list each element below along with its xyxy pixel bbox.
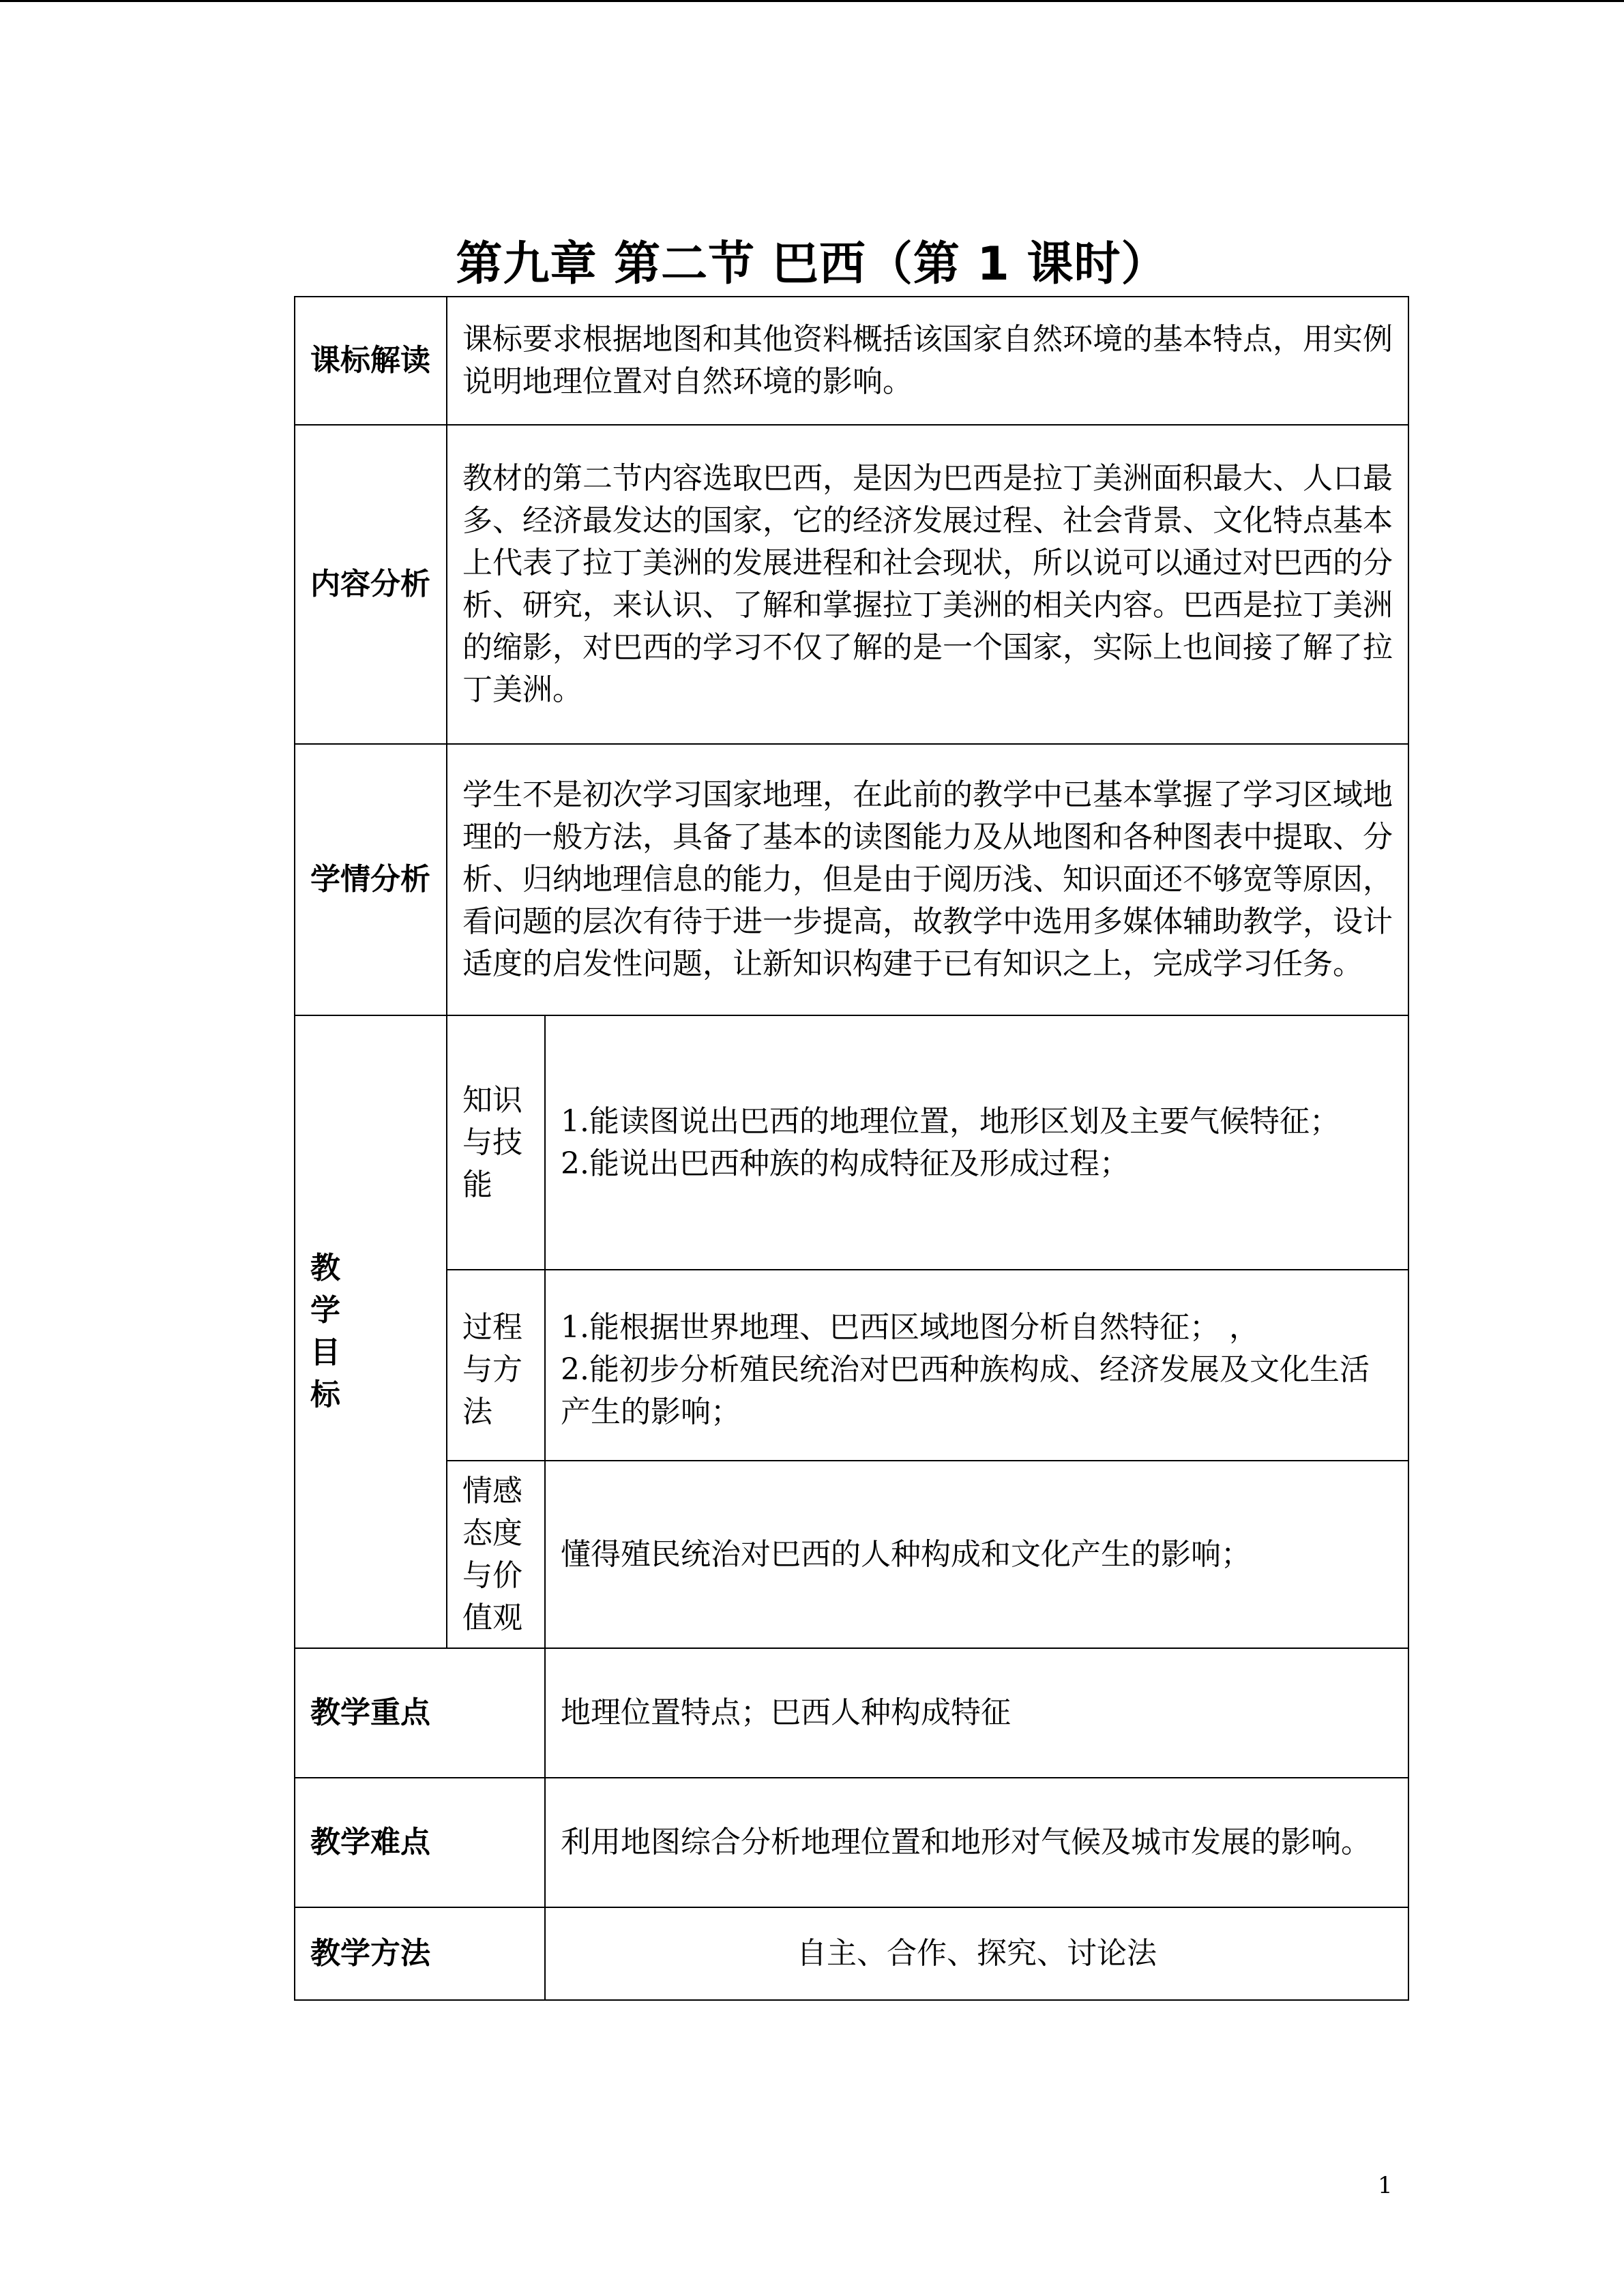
- page-number: 1: [1378, 2172, 1393, 2199]
- zhishi-line-2: 2.能说出巴西种族的构成特征及形成过程；: [561, 1146, 1130, 1181]
- row-label-nandian: 教学难点: [295, 1778, 545, 1907]
- table-row: [295, 1015, 1408, 1270]
- table-row: [295, 1907, 1408, 2000]
- sub-content-zhishi: [545, 1015, 1408, 1270]
- lesson-plan-table: [294, 296, 1409, 2001]
- row-content-xueqing: 学生不是初次学习国家地理，在此前的教学中已基本掌握了学习区域地理的一般方法，具备了基本的读图能力及从地图和各种图表中提取、分析、归纳地理信息的能力，但是由于阅历浅、知识面还不够宽等原因，看问题的层次有待于进一步提高，故教学中选用多媒体辅助教学，设计适度的启发性问题，让新知识构建于已有知识之上，完成学习任务。: [447, 744, 1408, 1015]
- sub-label-qinggan: 情感态度与价值观: [447, 1461, 545, 1648]
- top-border-line: [0, 0, 1624, 2]
- sub-content-guocheng: [545, 1270, 1408, 1461]
- table-row: [295, 1648, 1408, 1778]
- sub-label-zhishi: 知识与技能: [447, 1015, 545, 1270]
- guocheng-line-1: 1.能根据世界地理、巴西区域地图分析自然特征； ，: [561, 1310, 1259, 1345]
- table-row: [295, 1270, 1408, 1461]
- sub-label-guocheng: 过程与方法: [447, 1270, 545, 1461]
- page-title: 第九章 第二节 巴西（第 1 课时）: [456, 237, 1168, 291]
- row-content-kebiao: 课标要求根据地图和其他资料概括该国家自然环境的基本特点，用实例说明地理位置对自然环境的影响。: [447, 297, 1408, 425]
- row-label-zhongdian: 教学重点: [295, 1648, 545, 1778]
- row-label-fangfa: 教学方法: [295, 1907, 545, 2000]
- table-row: [295, 1778, 1408, 1907]
- table-row: [295, 425, 1408, 744]
- table-row: [295, 1461, 1408, 1648]
- row-label-xueqing: 学情分析: [295, 744, 447, 1015]
- row-content-nandian: 利用地图综合分析地理位置和地形对气候及城市发展的影响。: [545, 1778, 1408, 1907]
- zhishi-line-1: 1.能读图说出巴西的地理位置，地形区划及主要气候特征；: [561, 1103, 1340, 1139]
- row-content-zhongdian: 地理位置特点；巴西人种构成特征: [545, 1648, 1408, 1778]
- row-label-mubiao: 教学目标: [295, 1015, 447, 1648]
- row-label-kebiao: 课标解读: [295, 297, 447, 425]
- guocheng-line-2: 2.能初步分析殖民统治对巴西种族构成、经济发展及文化生活产生的影响；: [561, 1352, 1370, 1429]
- row-label-neirong: 内容分析: [295, 425, 447, 744]
- table-row: [295, 744, 1408, 1015]
- table-row: [295, 297, 1408, 425]
- row-content-neirong: 教材的第二节内容选取巴西，是因为巴西是拉丁美洲面积最大、人口最多、经济最发达的国家，它的经济发展过程、社会背景、文化特点基本上代表了拉丁美洲的发展进程和社会现状，所以说可以通过对巴西的分析、研究，来认识、了解和掌握拉丁美洲的相关内容。巴西是拉丁美洲的缩影，对巴西的学习不仅了解的是一个国家，实际上也间接了解了拉丁美洲。: [447, 425, 1408, 744]
- row-content-fangfa: 自主、合作、探究、讨论法: [545, 1907, 1408, 2000]
- sub-content-qinggan: 懂得殖民统治对巴西的人种构成和文化产生的影响；: [545, 1461, 1408, 1648]
